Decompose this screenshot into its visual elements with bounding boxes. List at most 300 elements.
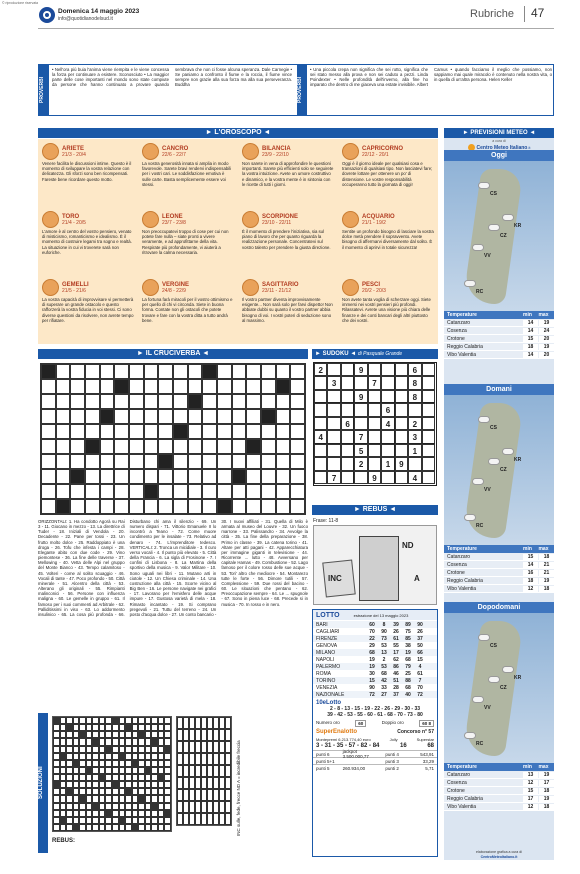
- prize-label: punti 5: [316, 765, 330, 771]
- crossword-cell[interactable]: [158, 454, 173, 469]
- crossword-cell[interactable]: [261, 379, 276, 394]
- crossword-cell[interactable]: [246, 394, 261, 409]
- crossword-cell[interactable]: [202, 409, 217, 424]
- crossword-cell[interactable]: [188, 454, 203, 469]
- crossword-cell[interactable]: [100, 364, 115, 379]
- sudoku-cell[interactable]: 2: [314, 363, 327, 376]
- temp-max: 24: [539, 328, 554, 334]
- crossword-cell[interactable]: [202, 424, 217, 439]
- lotto-row: [313, 670, 437, 677]
- crossword-cell[interactable]: [290, 364, 305, 379]
- crossword-cell[interactable]: [173, 469, 188, 484]
- crossword-cell[interactable]: [232, 439, 247, 454]
- sudoku-cell[interactable]: [395, 390, 408, 403]
- crossword-cell[interactable]: [41, 499, 56, 514]
- crossword-cell[interactable]: [276, 424, 291, 439]
- sudoku-cell[interactable]: [341, 376, 354, 389]
- soluzioni-rebus-label: REBUS:: [52, 838, 76, 844]
- temp-row: [444, 771, 554, 779]
- crossword-cell[interactable]: [261, 424, 276, 439]
- sudoku-cell[interactable]: [422, 444, 435, 457]
- crossword-cell[interactable]: [232, 379, 247, 394]
- crossword-cell[interactable]: [246, 424, 261, 439]
- sudoku-cell[interactable]: [314, 417, 327, 430]
- sudoku-cell[interactable]: [381, 430, 394, 443]
- crossword-cell[interactable]: [246, 409, 261, 424]
- crossword-cell[interactable]: [232, 409, 247, 424]
- crossword-cell[interactable]: [246, 484, 261, 499]
- crossword-cell[interactable]: [129, 454, 144, 469]
- crossword-cell[interactable]: [246, 364, 261, 379]
- calabria-map: [444, 613, 554, 763]
- crossword-cell[interactable]: [70, 394, 85, 409]
- crossword-grid[interactable]: [40, 363, 306, 515]
- crossword-cell[interactable]: [188, 499, 203, 514]
- sudoku-cell[interactable]: 8: [408, 376, 421, 389]
- crossword-cell[interactable]: [261, 484, 276, 499]
- solution-cell: [86, 810, 93, 817]
- sudoku-cell[interactable]: 3: [408, 430, 421, 443]
- sudoku-cell[interactable]: [327, 457, 340, 470]
- crossword-cell[interactable]: [56, 499, 71, 514]
- crossword-cell[interactable]: [276, 484, 291, 499]
- sudoku-cell[interactable]: 7: [327, 471, 340, 484]
- lotto-number: 55: [393, 642, 399, 649]
- sudoku-cell[interactable]: [395, 471, 408, 484]
- crossword-cell[interactable]: [173, 454, 188, 469]
- crossword-cell[interactable]: [188, 364, 203, 379]
- crossword-cell[interactable]: [100, 379, 115, 394]
- crossword-cell[interactable]: [261, 394, 276, 409]
- crossword-cell[interactable]: [173, 499, 188, 514]
- sudoku-cell[interactable]: [422, 417, 435, 430]
- sudoku-cell[interactable]: [341, 363, 354, 376]
- sudoku-cell[interactable]: [422, 363, 435, 376]
- crossword-cell[interactable]: [85, 424, 100, 439]
- crossword-cell[interactable]: [114, 454, 129, 469]
- crossword-cell[interactable]: [173, 364, 188, 379]
- crossword-cell[interactable]: [276, 499, 291, 514]
- sudoku-cell[interactable]: [422, 376, 435, 389]
- crossword-cell[interactable]: [232, 454, 247, 469]
- sudoku-cell[interactable]: [354, 403, 367, 416]
- crossword-cell[interactable]: [202, 379, 217, 394]
- crossword-cell[interactable]: [129, 364, 144, 379]
- sudoku-cell[interactable]: 9: [368, 471, 381, 484]
- crossword-cell[interactable]: [70, 424, 85, 439]
- sudoku-cell[interactable]: 9: [354, 390, 367, 403]
- crossword-cell[interactable]: [56, 394, 71, 409]
- map-label: KR: [514, 223, 522, 229]
- crossword-cell[interactable]: [114, 409, 129, 424]
- sudoku-cell[interactable]: 6: [381, 403, 394, 416]
- crossword-cell[interactable]: [70, 484, 85, 499]
- crossword-cell[interactable]: [70, 469, 85, 484]
- sudoku-cell[interactable]: [314, 444, 327, 457]
- sudoku-cell[interactable]: 4: [314, 430, 327, 443]
- sudoku-cell[interactable]: [368, 403, 381, 416]
- crossword-cell[interactable]: [41, 454, 56, 469]
- crossword-cell[interactable]: [158, 439, 173, 454]
- sudoku-cell[interactable]: [408, 403, 421, 416]
- crossword-cell[interactable]: [202, 394, 217, 409]
- contact-email[interactable]: info@quotidianodelsud.it: [58, 16, 113, 22]
- sign-dates: 22/12 - 20/1: [362, 151, 389, 158]
- sudoku-cell[interactable]: 7: [354, 430, 367, 443]
- solution-cell: [164, 738, 171, 745]
- crossword-cell[interactable]: [100, 424, 115, 439]
- solution-cell: [105, 810, 112, 817]
- crossword-cell[interactable]: [114, 364, 129, 379]
- crossword-cell[interactable]: [173, 484, 188, 499]
- sudoku-cell[interactable]: [368, 363, 381, 376]
- cruciverba-clues: [38, 519, 308, 709]
- solution-cell: [132, 781, 139, 788]
- crossword-cell[interactable]: [85, 379, 100, 394]
- crossword-cell[interactable]: [114, 394, 129, 409]
- crossword-cell[interactable]: [144, 469, 159, 484]
- sudoku-cell[interactable]: [422, 390, 435, 403]
- sudoku-cell[interactable]: 8: [408, 390, 421, 403]
- crossword-cell[interactable]: [202, 484, 217, 499]
- crossword-cell[interactable]: [173, 439, 188, 454]
- sudoku-cell[interactable]: [368, 430, 381, 443]
- crossword-cell[interactable]: [158, 469, 173, 484]
- sudoku-cell[interactable]: [314, 376, 327, 389]
- crossword-cell[interactable]: [129, 499, 144, 514]
- crossword-cell[interactable]: [56, 439, 71, 454]
- sudoku-cell[interactable]: [327, 417, 340, 430]
- sudoku-cell[interactable]: [314, 403, 327, 416]
- crossword-cell[interactable]: [129, 484, 144, 499]
- crossword-cell[interactable]: [158, 409, 173, 424]
- zodiac-pesci-icon: [342, 279, 359, 296]
- crossword-cell[interactable]: [129, 439, 144, 454]
- sudoku-cell[interactable]: 4: [381, 417, 394, 430]
- sudoku-cell[interactable]: [395, 444, 408, 457]
- lotto-number: 68: [405, 684, 411, 691]
- lotto-number: 66: [417, 649, 423, 656]
- crossword-cell[interactable]: [114, 379, 129, 394]
- temp-max: 17: [539, 780, 554, 786]
- sudoku-cell[interactable]: [327, 430, 340, 443]
- crossword-cell[interactable]: [276, 379, 291, 394]
- sudoku-cell[interactable]: 6: [341, 417, 354, 430]
- crossword-cell[interactable]: [232, 424, 247, 439]
- crossword-cell[interactable]: [158, 484, 173, 499]
- crossword-cell[interactable]: [276, 409, 291, 424]
- sudoku-cell[interactable]: [395, 376, 408, 389]
- sudoku-cell[interactable]: [314, 457, 327, 470]
- crossword-cell[interactable]: [261, 409, 276, 424]
- crossword-cell[interactable]: [114, 484, 129, 499]
- crossword-cell[interactable]: [85, 394, 100, 409]
- sudoku-cell[interactable]: [422, 403, 435, 416]
- crossword-cell[interactable]: [100, 454, 115, 469]
- sudoku-cell[interactable]: [395, 430, 408, 443]
- crossword-cell[interactable]: [232, 364, 247, 379]
- cloud-icon: [478, 182, 490, 189]
- sudoku-cell[interactable]: [368, 444, 381, 457]
- crossword-cell[interactable]: [188, 439, 203, 454]
- temp-row: [444, 343, 554, 351]
- crossword-cell[interactable]: [232, 394, 247, 409]
- crossword-cell[interactable]: [129, 379, 144, 394]
- crossword-cell[interactable]: [276, 394, 291, 409]
- sudoku-cell[interactable]: 4: [408, 471, 421, 484]
- sudoku-cell[interactable]: [381, 471, 394, 484]
- crossword-cell[interactable]: [290, 439, 305, 454]
- crossword-cell[interactable]: [261, 454, 276, 469]
- crossword-cell[interactable]: [188, 394, 203, 409]
- crossword-cell[interactable]: [246, 469, 261, 484]
- crossword-cell[interactable]: [41, 484, 56, 499]
- crossword-cell[interactable]: [70, 454, 85, 469]
- crossword-cell[interactable]: [202, 364, 217, 379]
- crossword-cell[interactable]: [100, 439, 115, 454]
- crossword-cell[interactable]: [261, 364, 276, 379]
- sudoku-cell[interactable]: [354, 417, 367, 430]
- solution-cell: [132, 795, 139, 802]
- crossword-cell[interactable]: [202, 454, 217, 469]
- crossword-cell[interactable]: [158, 379, 173, 394]
- sudoku-cell[interactable]: 6: [408, 363, 421, 376]
- crossword-cell[interactable]: [114, 439, 129, 454]
- crossword-cell[interactable]: [144, 499, 159, 514]
- solution-cell: [105, 753, 112, 760]
- crossword-cell[interactable]: [100, 394, 115, 409]
- crossword-cell[interactable]: [85, 484, 100, 499]
- crossword-cell[interactable]: [232, 469, 247, 484]
- sudoku-cell[interactable]: [395, 403, 408, 416]
- crossword-cell[interactable]: [246, 454, 261, 469]
- lotto-number: 73: [381, 635, 387, 642]
- crossword-cell[interactable]: [41, 424, 56, 439]
- crossword-cell[interactable]: [114, 469, 129, 484]
- lotto-number: 70: [417, 684, 423, 691]
- sudoku-cell[interactable]: 9: [354, 363, 367, 376]
- sudoku-cell[interactable]: [341, 457, 354, 470]
- crossword-cell[interactable]: [56, 454, 71, 469]
- crossword-cell[interactable]: [114, 499, 129, 514]
- temp-row: [444, 553, 554, 561]
- crossword-cell[interactable]: [290, 409, 305, 424]
- page-number: 47: [531, 6, 545, 20]
- sudoku-cell[interactable]: [354, 471, 367, 484]
- sudoku-cell[interactable]: [422, 471, 435, 484]
- crossword-cell[interactable]: [85, 454, 100, 469]
- superenalotto-logo: SuperEnalotto: [316, 729, 358, 735]
- crossword-cell[interactable]: [202, 439, 217, 454]
- crossword-cell[interactable]: [261, 469, 276, 484]
- crossword-cell[interactable]: [246, 379, 261, 394]
- crossword-cell[interactable]: [70, 379, 85, 394]
- crossword-cell[interactable]: [290, 499, 305, 514]
- crossword-cell[interactable]: [246, 499, 261, 514]
- crossword-cell[interactable]: [173, 409, 188, 424]
- crossword-cell[interactable]: [290, 394, 305, 409]
- crossword-cell[interactable]: [100, 484, 115, 499]
- temp-min: 16: [523, 570, 538, 576]
- crossword-cell[interactable]: [202, 469, 217, 484]
- lotto-number: 42: [381, 677, 387, 684]
- crossword-cell[interactable]: [129, 394, 144, 409]
- sudoku-cell[interactable]: [354, 376, 367, 389]
- crossword-cell[interactable]: [144, 409, 159, 424]
- crossword-cell[interactable]: [114, 424, 129, 439]
- crossword-cell[interactable]: [100, 409, 115, 424]
- sudoku-cell[interactable]: [395, 363, 408, 376]
- crossword-cell[interactable]: [41, 439, 56, 454]
- crossword-cell[interactable]: [129, 469, 144, 484]
- crossword-cell[interactable]: [100, 499, 115, 514]
- sudoku-cell[interactable]: 3: [327, 376, 340, 389]
- sudoku-cell[interactable]: [327, 390, 340, 403]
- crossword-cell[interactable]: [41, 364, 56, 379]
- crossword-cell[interactable]: [217, 394, 232, 409]
- sudoku-cell[interactable]: 1: [381, 457, 394, 470]
- crossword-cell[interactable]: [41, 379, 56, 394]
- crossword-cell[interactable]: [100, 469, 115, 484]
- crossword-cell[interactable]: [217, 424, 232, 439]
- sudoku-cell[interactable]: 5: [354, 444, 367, 457]
- sign-name: BILANCIA: [262, 145, 291, 152]
- sudoku-grid[interactable]: [313, 362, 437, 486]
- sudoku-cell[interactable]: [314, 390, 327, 403]
- sudoku-cell[interactable]: [314, 471, 327, 484]
- crossword-cell[interactable]: [188, 424, 203, 439]
- sudoku-cell[interactable]: 2: [408, 417, 421, 430]
- solution-sudoku-cell: [225, 753, 231, 765]
- crossword-cell[interactable]: [246, 439, 261, 454]
- crossword-cell[interactable]: [217, 454, 232, 469]
- crossword-cell[interactable]: [41, 394, 56, 409]
- crossword-cell[interactable]: [85, 439, 100, 454]
- crossword-cell[interactable]: [217, 409, 232, 424]
- crossword-cell[interactable]: [144, 439, 159, 454]
- crossword-cell[interactable]: [276, 364, 291, 379]
- sudoku-cell[interactable]: 1: [408, 444, 421, 457]
- crossword-cell[interactable]: [56, 364, 71, 379]
- crossword-cell[interactable]: [173, 379, 188, 394]
- crossword-cell[interactable]: [144, 454, 159, 469]
- crossword-cell[interactable]: [276, 454, 291, 469]
- crossword-cell[interactable]: [144, 379, 159, 394]
- crossword-cell[interactable]: [217, 439, 232, 454]
- solution-cell: [145, 795, 152, 802]
- sudoku-cell[interactable]: [381, 376, 394, 389]
- crossword-cell[interactable]: [85, 499, 100, 514]
- crossword-cell[interactable]: [188, 469, 203, 484]
- sudoku-cell[interactable]: [341, 430, 354, 443]
- sudoku-cell[interactable]: [381, 444, 394, 457]
- crossword-cell[interactable]: [70, 439, 85, 454]
- crossword-cell[interactable]: [129, 424, 144, 439]
- crossword-cell[interactable]: [217, 379, 232, 394]
- crossword-cell[interactable]: [144, 484, 159, 499]
- crossword-cell[interactable]: [56, 409, 71, 424]
- sudoku-cell[interactable]: [381, 390, 394, 403]
- crossword-cell[interactable]: [232, 499, 247, 514]
- crossword-cell[interactable]: [188, 379, 203, 394]
- crossword-cell[interactable]: [70, 364, 85, 379]
- crossword-cell[interactable]: [276, 469, 291, 484]
- crossword-cell[interactable]: [144, 394, 159, 409]
- sudoku-cell[interactable]: [327, 444, 340, 457]
- crossword-cell[interactable]: [158, 424, 173, 439]
- crossword-cell[interactable]: [217, 364, 232, 379]
- crossword-cell[interactable]: [56, 424, 71, 439]
- sudoku-cell[interactable]: [422, 430, 435, 443]
- sudoku-cell[interactable]: [341, 471, 354, 484]
- crossword-cell[interactable]: [188, 484, 203, 499]
- crossword-cell[interactable]: [85, 409, 100, 424]
- meteo-day-0: [444, 150, 554, 359]
- sudoku-cell[interactable]: [368, 457, 381, 470]
- crossword-cell[interactable]: [158, 499, 173, 514]
- crossword-cell[interactable]: [41, 469, 56, 484]
- crossword-cell[interactable]: [85, 469, 100, 484]
- crossword-cell[interactable]: [217, 484, 232, 499]
- crossword-cell[interactable]: [217, 469, 232, 484]
- crossword-cell[interactable]: [144, 424, 159, 439]
- crossword-cell[interactable]: [217, 499, 232, 514]
- crossword-cell[interactable]: [290, 379, 305, 394]
- crossword-cell[interactable]: [290, 484, 305, 499]
- crossword-cell[interactable]: [70, 499, 85, 514]
- crossword-cell[interactable]: [232, 484, 247, 499]
- sudoku-cell[interactable]: [422, 457, 435, 470]
- crossword-cell[interactable]: [158, 364, 173, 379]
- crossword-cell[interactable]: [41, 409, 56, 424]
- crossword-cell[interactable]: [56, 484, 71, 499]
- sudoku-cell[interactable]: [341, 444, 354, 457]
- temp-max: 21: [539, 562, 554, 568]
- crossword-cell[interactable]: [173, 394, 188, 409]
- crossword-cell[interactable]: [290, 454, 305, 469]
- crossword-cell[interactable]: [290, 469, 305, 484]
- sudoku-cell[interactable]: [341, 403, 354, 416]
- crossword-cell[interactable]: [188, 409, 203, 424]
- crossword-cell[interactable]: [85, 364, 100, 379]
- sudoku-cell[interactable]: 2: [354, 457, 367, 470]
- sudoku-cell[interactable]: [395, 417, 408, 430]
- sudoku-cell[interactable]: [327, 403, 340, 416]
- crossword-cell[interactable]: [202, 499, 217, 514]
- crossword-cell[interactable]: [70, 409, 85, 424]
- sudoku-cell[interactable]: [408, 457, 421, 470]
- crossword-cell[interactable]: [261, 499, 276, 514]
- solution-cell: [99, 724, 106, 731]
- crossword-cell[interactable]: [129, 409, 144, 424]
- solution-cell: [99, 753, 106, 760]
- sudoku-cell[interactable]: 9: [395, 457, 408, 470]
- sudoku-cell[interactable]: [341, 390, 354, 403]
- crossword-cell[interactable]: [56, 469, 71, 484]
- crossword-cell[interactable]: [290, 424, 305, 439]
- crossword-cell[interactable]: [56, 379, 71, 394]
- sudoku-cell[interactable]: [381, 363, 394, 376]
- crossword-cell[interactable]: [173, 424, 188, 439]
- crossword-cell[interactable]: [158, 394, 173, 409]
- sudoku-cell[interactable]: [368, 390, 381, 403]
- sudoku-cell[interactable]: [368, 417, 381, 430]
- sudoku-cell[interactable]: [327, 363, 340, 376]
- sudoku-cell[interactable]: 7: [368, 376, 381, 389]
- crossword-cell[interactable]: [144, 364, 159, 379]
- crossword-cell[interactable]: [261, 439, 276, 454]
- crossword-cell[interactable]: [276, 439, 291, 454]
